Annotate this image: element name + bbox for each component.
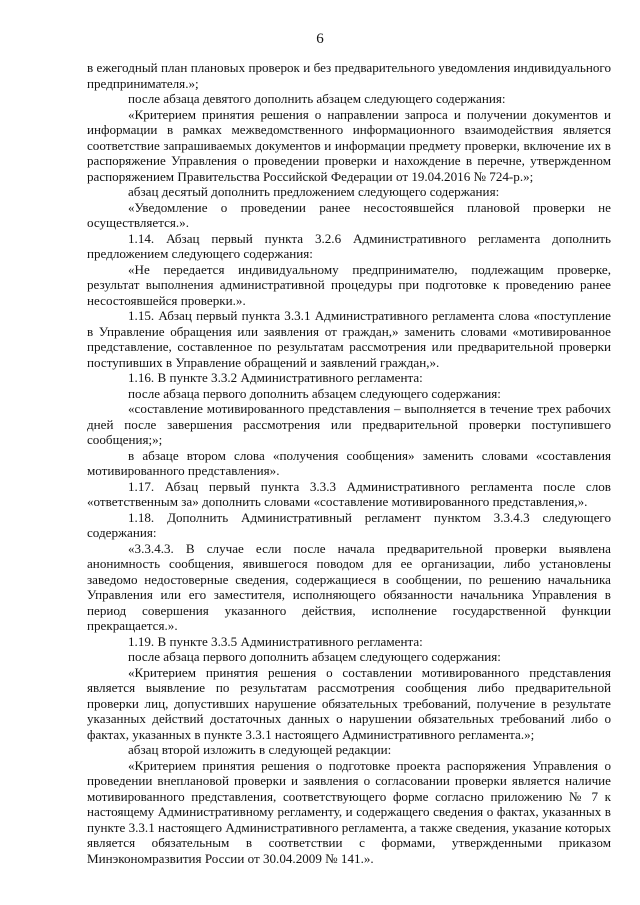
paragraph: в абзаце втором слова «получения сообщения» заменить словами «составления мотивированного представления». xyxy=(87,447,611,478)
paragraph: 1.15. Абзац первый пункта 3.3.1 Административного регламента слова «поступление в Управление обращения или заявления от граждан,» заменить словами «мотивированное представление, составленное по результатам рассмотрения или предварительной проверки поступивших в Управление обращений и заявлений граждан,». xyxy=(87,308,611,370)
paragraph: в ежегодный план плановых проверок и без предварительного уведомления индивидуального предпринимателя.»; xyxy=(87,60,611,91)
paragraph: абзац второй изложить в следующей редакции: xyxy=(128,742,392,757)
paragraph: «Уведомление о проведении ранее несостоявшейся плановой проверки не осуществляется.». xyxy=(87,199,611,230)
paragraph: 1.14. Абзац первый пункта 3.2.6 Административного регламента дополнить предложением следующего содержания: xyxy=(87,230,611,261)
paragraph: «Критерием принятия решения о составлении мотивированного представления является выявление по результатам рассмотрения сообщения либо предварительной проверки лиц, допустивших нарушение обязательных требований, получение в результате указанных действий достаточных данных о нарушении обязательных требований либо о фактах, указанных в пункте 3.3.1 настоящего Административного регламента.»; xyxy=(87,664,611,742)
page-number: 6 xyxy=(316,31,324,47)
paragraph: «3.3.4.3. В случае если после начала предварительной проверки выявлена анонимность сообщения, явившегося поводом для ее организации, либо установлены заведомо недостоверные сведения, содержащиеся в сообщении, по решению начальника Управления или его заместителя, исполняющего обязанности начальника Управления в период совершения указанного действия, исполнение государственной функции прекращается.». xyxy=(87,540,611,633)
paragraph: абзац десятый дополнить предложением следующего содержания: xyxy=(128,184,500,199)
paragraph: «составление мотивированного представления – выполняется в течение трех рабочих дней после завершения рассмотрения или предварительной проверки поступившего сообщения;»; xyxy=(87,401,611,447)
paragraph: «Критерием принятия решения о направлении запроса и получении документов и информации в рамках межведомственного информационного взаимодействия является соответствие запрашиваемых документов и информации предмету проверки, включение их в распоряжение Управления о проведении проверки и нахождение в перечне, утвержденном распоряжением Правительства Российской Федерации от 19.04.2016 № 724-р.»; xyxy=(87,106,611,184)
paragraph: 1.17. Абзац первый пункта 3.3.3 Административного регламента после слов «ответственным за» дополнить словами «составление мотивированного представления,». xyxy=(87,478,611,509)
paragraph: после абзаца девятого дополнить абзацем следующего содержания: xyxy=(128,91,506,106)
paragraph: после абзаца первого дополнить абзацем следующего содержания: xyxy=(128,649,501,664)
paragraph: 1.16. В пункте 3.3.2 Административного регламента: xyxy=(128,370,423,385)
paragraph: «Критерием принятия решения о подготовке проекта распоряжения Управления о проведении внеплановой проверки и заявления о согласовании проверки является наличие мотивированного представления, соответствующего форме согласно приложению № 7 к настоящему Административному регламенту, и содержащего сведения о фактах, указанных в пункте 3.3.1 настоящего Административного регламента, а также сведения, указание которых является обязательным в соответствии с формами, утвержденными приказом Минэкономразвития России от 30.04.2009 № 141.». xyxy=(87,757,611,866)
paragraph: 1.19. В пункте 3.3.5 Административного регламента: xyxy=(128,633,423,649)
document-body xyxy=(87,60,611,866)
paragraph: после абзаца первого дополнить абзацем следующего содержания: xyxy=(128,385,501,401)
paragraph: 1.18. Дополнить Административный регламент пунктом 3.3.4.3 следующего содержания: xyxy=(87,509,611,540)
paragraph: «Не передается индивидуальному предпринимателю, подлежащим проверке, результат выполнения административной процедуры при подготовке к проведению ранее несостоявшейся проверки.». xyxy=(87,261,611,308)
